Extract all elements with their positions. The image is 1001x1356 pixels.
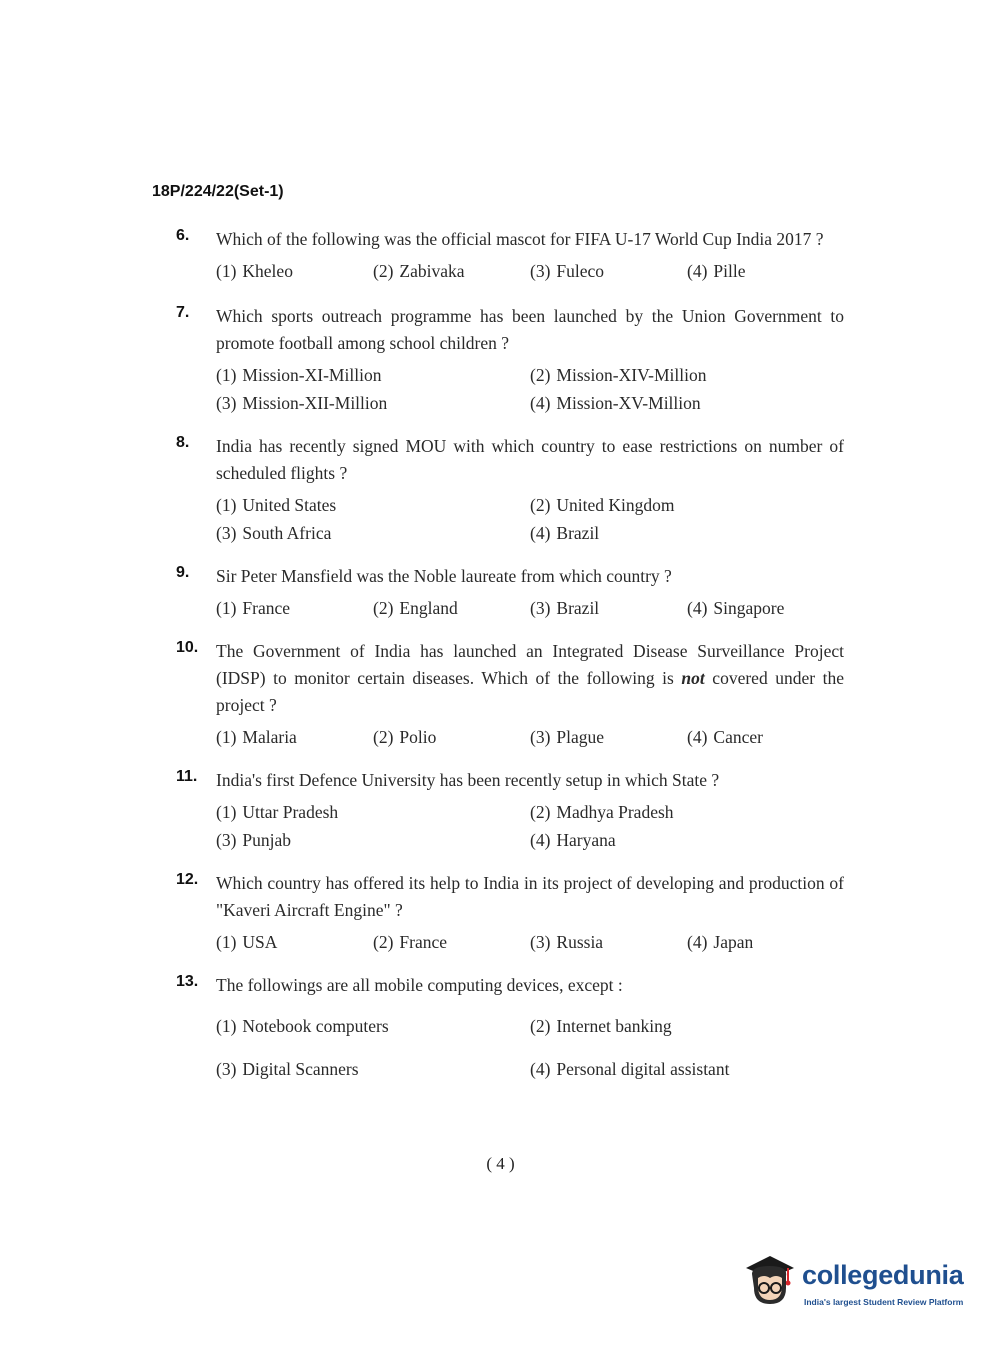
options	[216, 594, 844, 622]
question-number: 12.	[176, 871, 199, 888]
option-3: (3) Russia	[530, 932, 604, 952]
option-3: (3) Punjab	[216, 830, 292, 850]
option-1: (1) Malaria	[216, 727, 297, 747]
question-text: Sir Peter Mansfield was the Noble laureate from which country ?	[216, 566, 672, 586]
option-1: (1) Kheleo	[216, 261, 293, 281]
question-number: 6.	[176, 227, 190, 244]
question-12	[176, 870, 844, 956]
question-number: 8.	[176, 434, 190, 451]
page-number: ( 4 )	[486, 1154, 515, 1173]
option-2: (2) Polio	[373, 727, 437, 747]
options	[216, 257, 844, 285]
option-1: (1) Notebook computers	[216, 1016, 389, 1036]
options	[216, 798, 844, 854]
option-3: (3) Plague	[530, 727, 605, 747]
question-text: The followings are all mobile computing devices, except :	[216, 975, 623, 995]
option-3: (3) Digital Scanners	[216, 1059, 359, 1079]
options	[216, 723, 844, 751]
option-2: (2) France	[373, 932, 448, 952]
question-number: 9.	[176, 564, 190, 581]
options	[216, 491, 844, 547]
question-text: India has recently signed MOU with which country to ease restrictions on number of scheduled flights ?	[216, 436, 844, 483]
option-3: (3) South Africa	[216, 523, 332, 543]
option-4: (4) Haryana	[530, 830, 616, 850]
option-3: (3) Brazil	[530, 598, 600, 618]
question-11	[176, 767, 844, 854]
question-8	[176, 433, 844, 547]
option-4: (4) Brazil	[530, 523, 600, 543]
question-list	[176, 226, 844, 1091]
emphasis-not: not	[681, 668, 705, 688]
option-2: (2) United Kingdom	[530, 495, 675, 515]
option-2: (2) England	[373, 598, 458, 618]
brand-tagline: India's largest Student Review Platform	[804, 1297, 964, 1307]
question-number: 13.	[176, 973, 199, 990]
question-text: The Government of India has launched an Integrated Disease Surveillance Project (IDSP) to monitor certain diseases. Which of the following is not covered under the project ?	[216, 641, 845, 715]
option-4: (4) Singapore	[687, 598, 785, 618]
options	[216, 1005, 844, 1091]
option-2: (2) Zabivaka	[373, 261, 465, 281]
question-10	[176, 638, 844, 751]
question-text: Which of the following was the official mascot for FIFA U-17 World Cup India 2017 ?	[216, 229, 824, 249]
option-2: (2) Madhya Pradesh	[530, 802, 674, 822]
option-4: (4) Personal digital assistant	[530, 1059, 730, 1079]
option-1: (1) United States	[216, 495, 337, 515]
question-text: Which country has offered its help to India in its project of developing and production of "Kaveri Aircraft Engine" ?	[216, 873, 844, 920]
option-3: (3) Fuleco	[530, 261, 605, 281]
question-text: Which sports outreach programme has been launched by the Union Government to promote football among school children ?	[216, 306, 844, 353]
option-4: (4) Japan	[687, 932, 754, 952]
question-number: 10.	[176, 639, 199, 656]
option-2: (2) Mission-XIV-Million	[530, 365, 707, 385]
question-number: 11.	[176, 768, 198, 785]
question-7	[176, 303, 844, 417]
option-1: (1) USA	[216, 932, 278, 952]
option-1: (1) France	[216, 598, 291, 618]
option-1: (1) Uttar Pradesh	[216, 802, 339, 822]
options	[216, 361, 844, 417]
question-9	[176, 563, 844, 622]
collegedunia-logo	[742, 1252, 972, 1314]
question-text: India's first Defence University has been recently setup in which State ?	[216, 770, 720, 790]
option-4: (4) Mission-XV-Million	[530, 393, 701, 413]
question-13	[176, 972, 844, 1091]
question-6	[176, 226, 844, 285]
option-4: (4) Cancer	[687, 727, 763, 747]
question-number: 7.	[176, 304, 190, 321]
option-4: (4) Pille	[687, 261, 746, 281]
mascot-icon	[742, 1252, 798, 1308]
option-3: (3) Mission-XII-Million	[216, 393, 388, 413]
option-1: (1) Mission-XI-Million	[216, 365, 382, 385]
paper-code: 18P/224/22(Set-1)	[152, 183, 284, 200]
options	[216, 928, 844, 956]
option-2: (2) Internet banking	[530, 1016, 672, 1036]
brand-name: collegedunia	[802, 1260, 964, 1290]
